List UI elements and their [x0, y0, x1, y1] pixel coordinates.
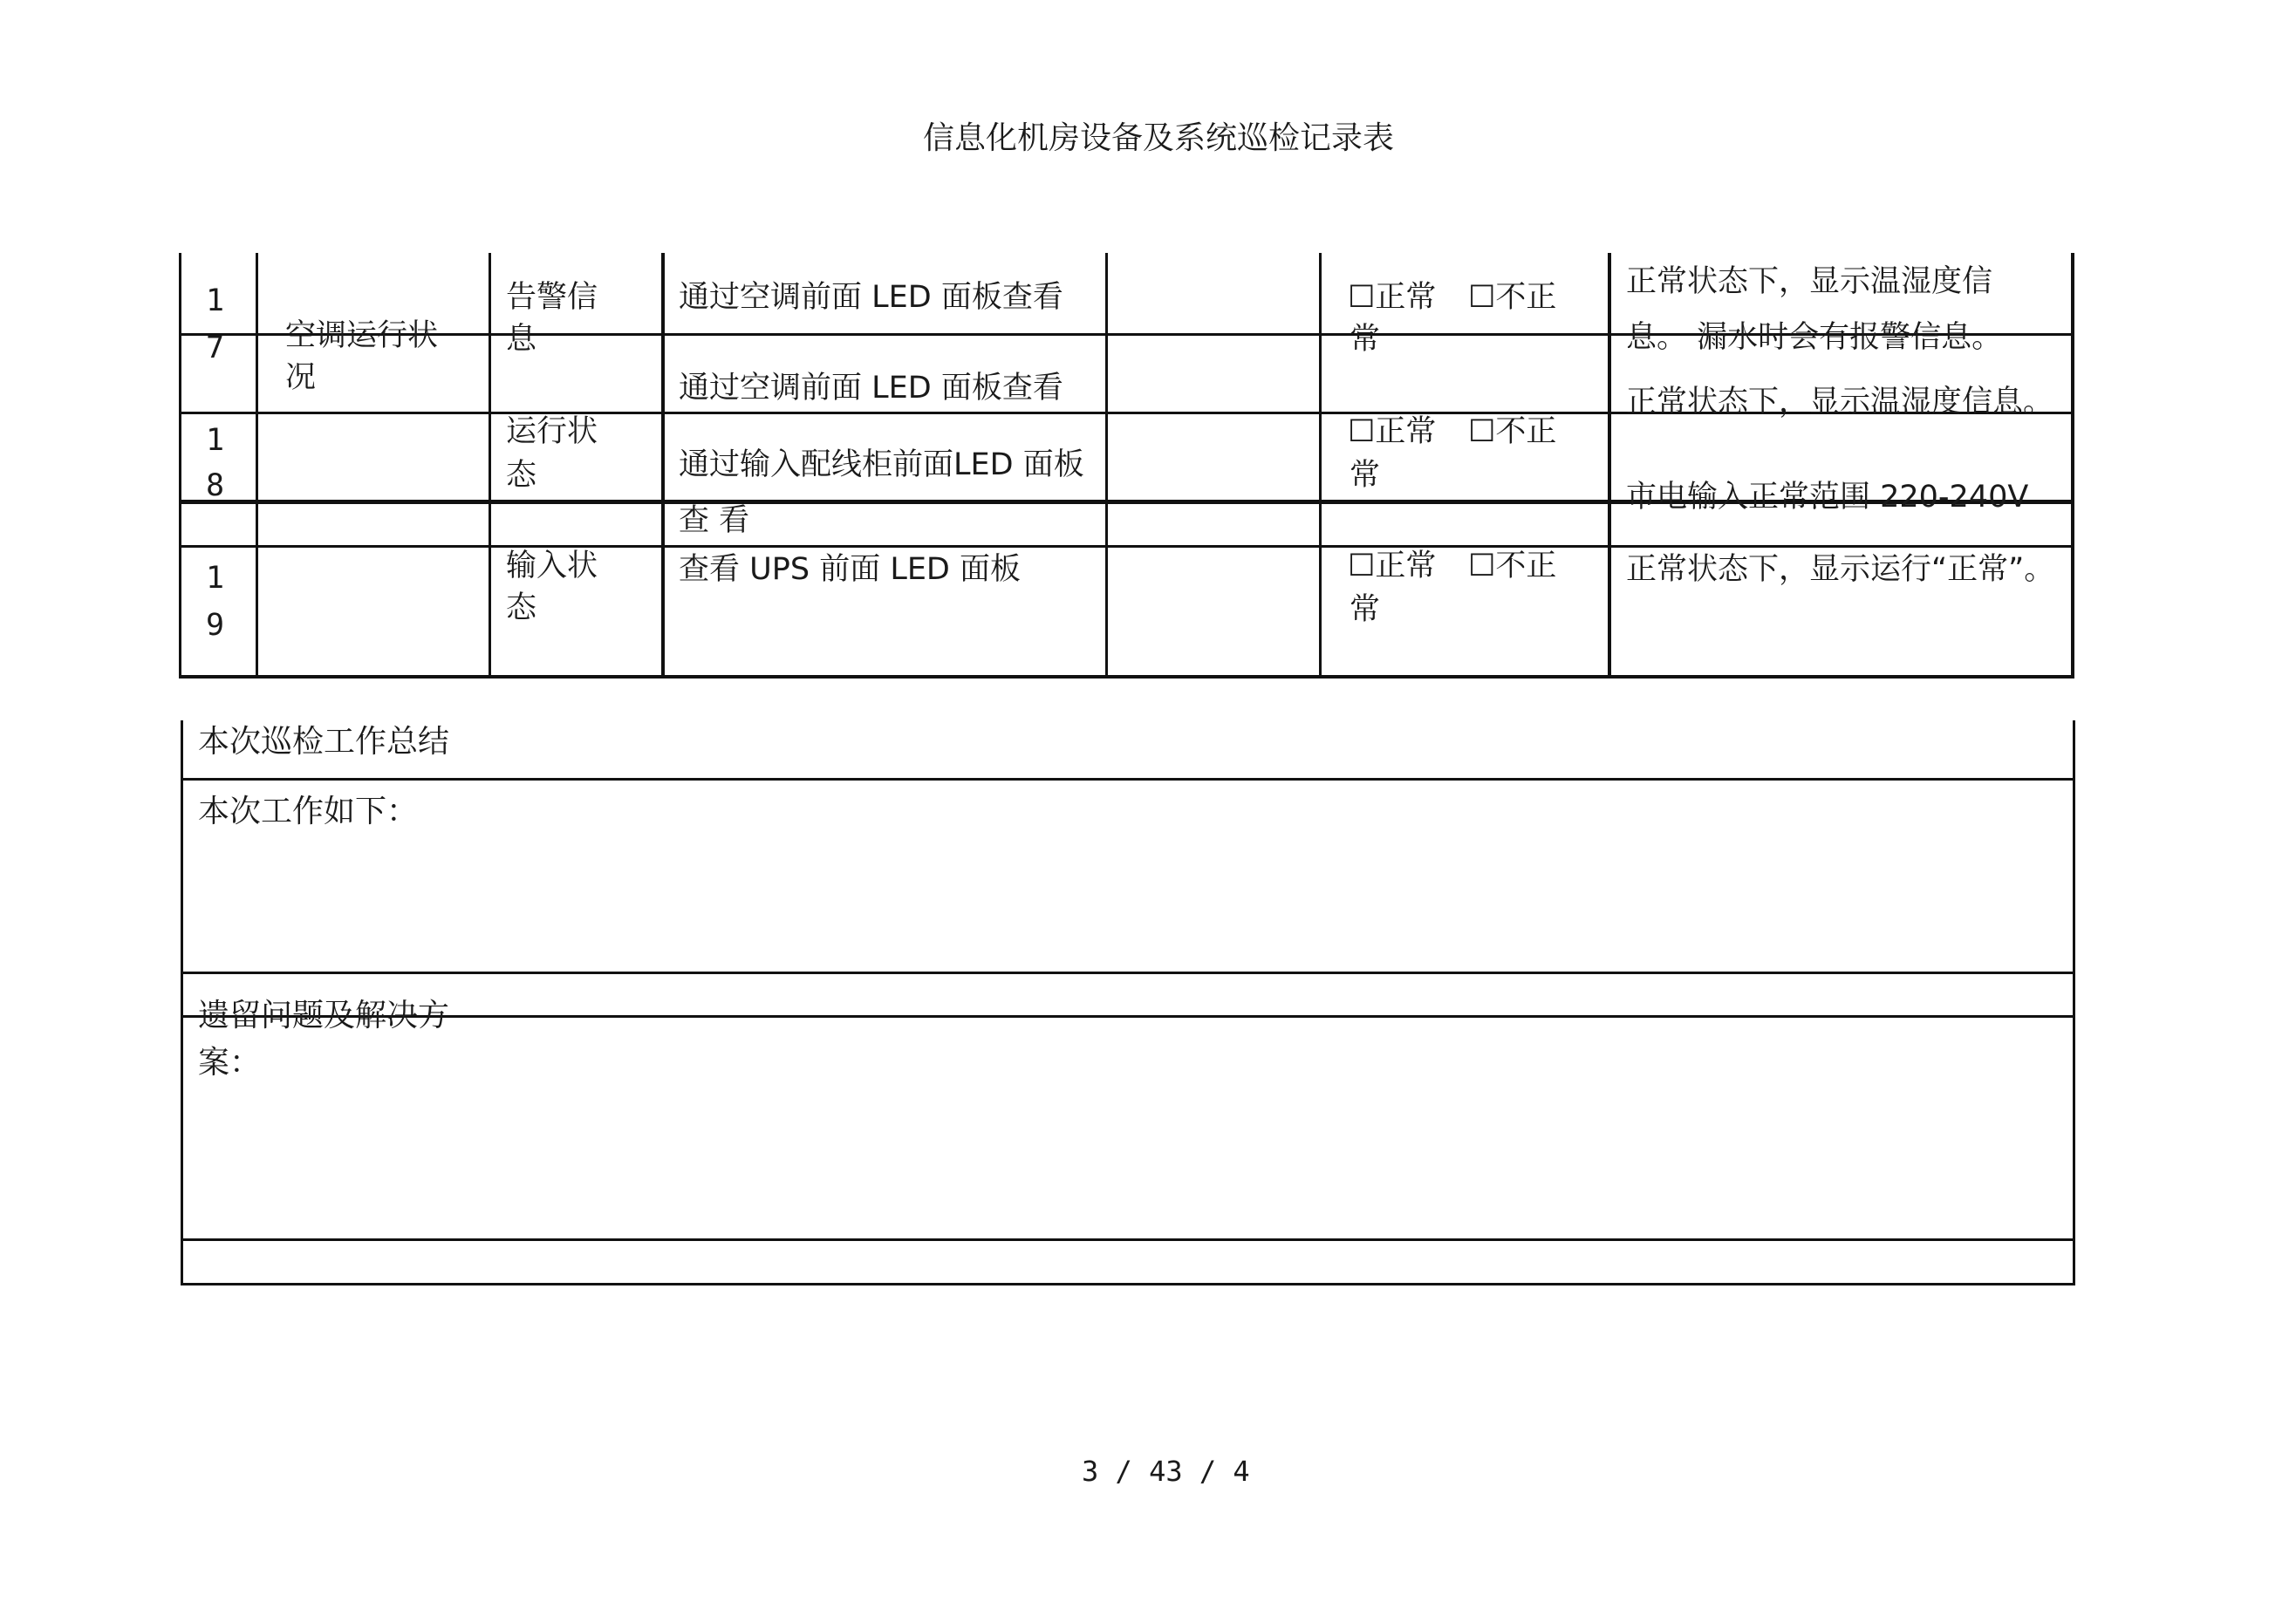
- status-normal-checkbox[interactable]: ☐正常: [1348, 280, 1437, 315]
- row-number: 7: [206, 331, 225, 365]
- item-name: 运行状: [506, 414, 598, 449]
- note: 正常状态下，显示运行“正常”。: [1626, 552, 2055, 587]
- check-method: 通过输入配线柜前面LED 面板: [679, 447, 1084, 482]
- note: 正常状态下，显示温湿度信息。: [1626, 385, 2054, 419]
- summary-title: 本次巡检工作总结: [198, 724, 450, 760]
- item-name: 告警信: [506, 280, 598, 315]
- note: 正常状态下，显示温湿度信: [1626, 264, 1993, 299]
- issues-label-cont: 案：: [198, 1045, 262, 1081]
- work-label: 本次工作如下：: [198, 794, 419, 829]
- status-abnormal-label: 常: [1350, 592, 1381, 627]
- item-name: 输入状: [506, 549, 598, 583]
- check-method: 查看 UPS 前面 LED 面板: [679, 552, 1022, 587]
- item-name: 态: [506, 458, 537, 493]
- row-number: 1: [206, 423, 225, 458]
- check-method: 通过空调前面 LED 面板查看: [679, 280, 1063, 315]
- row-number: 9: [206, 608, 225, 643]
- section-label-cont: 况: [285, 360, 317, 395]
- check-method: 通过空调前面 LED 面板查看: [679, 371, 1063, 406]
- row-number: 1: [206, 561, 225, 596]
- issues-content-field[interactable]: [185, 1090, 2069, 1234]
- status-abnormal-label: 常: [1350, 458, 1381, 493]
- page-title: 信息化机房设备及系统巡检记录表: [923, 120, 1395, 156]
- work-content-field[interactable]: [185, 837, 2069, 968]
- issues-label: 遗留问题及解决方: [198, 998, 450, 1033]
- row-number: 1: [206, 283, 225, 318]
- row-number: 8: [206, 468, 225, 503]
- check-method: 查 看: [679, 503, 750, 538]
- note: 市电输入正常范围 220-240V: [1626, 480, 2029, 515]
- page-number: 3 / 43 / 4: [1082, 1455, 1250, 1488]
- note: 息。 漏水时会有报警信息。: [1626, 320, 2003, 355]
- item-name: 息: [506, 322, 537, 357]
- section-label: 空调运行状: [285, 318, 439, 353]
- status-normal-checkbox[interactable]: ☐正常: [1348, 549, 1437, 583]
- item-name: 态: [506, 590, 537, 625]
- status-abnormal-checkbox[interactable]: ☐不正: [1468, 280, 1557, 315]
- status-abnormal-checkbox[interactable]: ☐不正: [1468, 414, 1557, 449]
- status-abnormal-checkbox[interactable]: ☐不正: [1468, 549, 1557, 583]
- status-normal-checkbox[interactable]: ☐正常: [1348, 414, 1437, 449]
- status-abnormal-label: 常: [1350, 322, 1381, 357]
